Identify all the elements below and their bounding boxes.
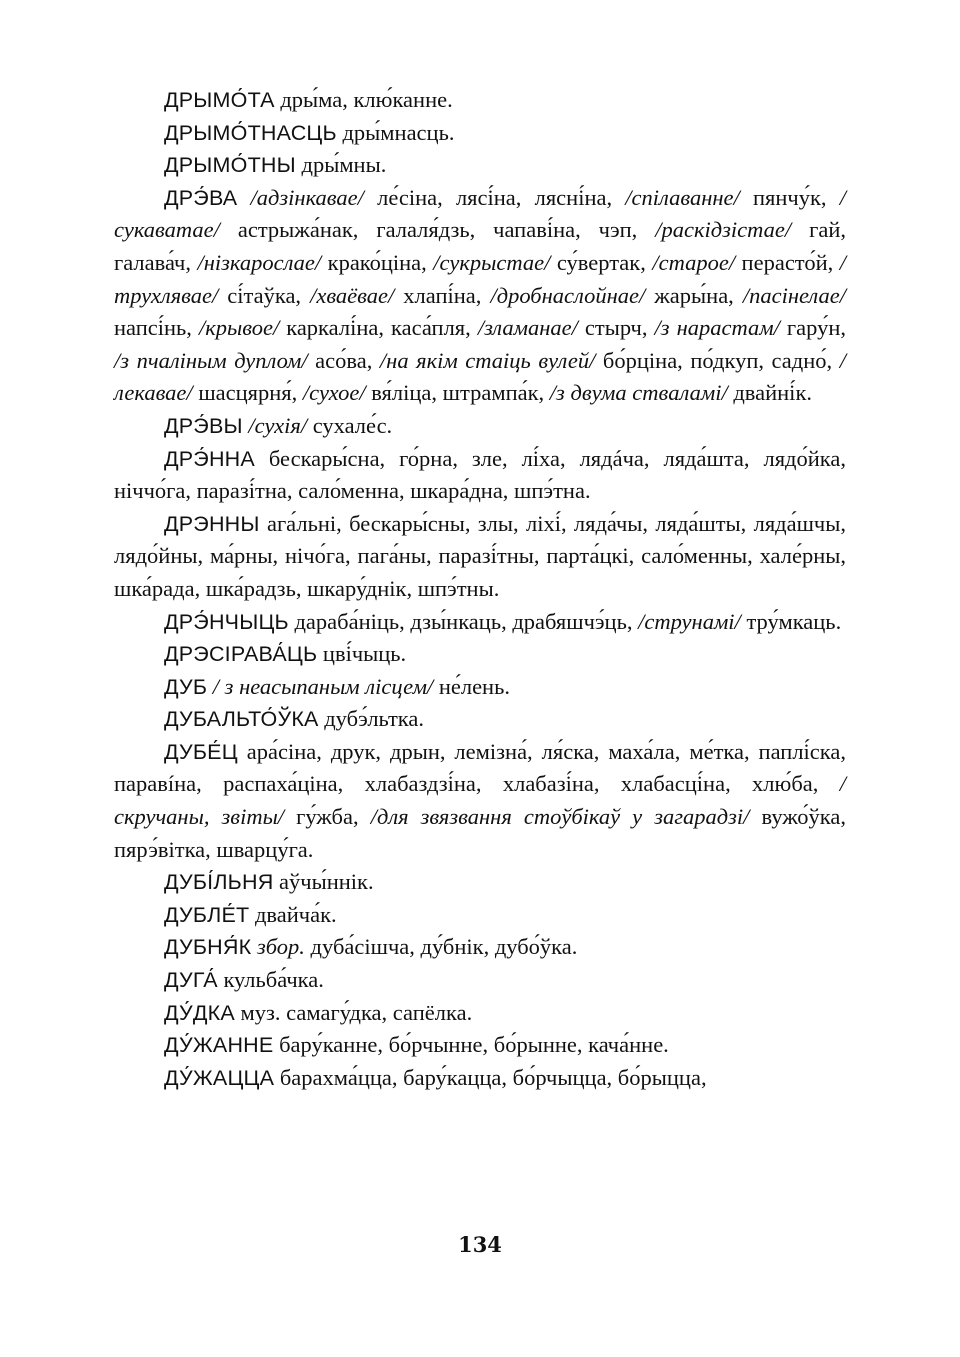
entry-headword: ДРЫМО́ТНЫ [164,153,296,178]
dictionary-entry [114,149,846,182]
synonym-text: кульба́чка. [217,967,324,993]
synonym-text: стырч, [577,315,655,341]
synonym-text: дараба́ніць, дзы́нкаць, драбяшчэ́ць, [288,608,639,634]
synonym-text: цві́чыць. [317,641,407,667]
usage-note: /хваёвае/ [310,282,395,308]
entry-headword: ДУ́ЖАЦЦА [164,1065,275,1090]
synonym-text: крако́ціна, [321,249,434,275]
entry-headword: ДРЭ́НЧЫЦЬ [164,609,289,634]
entry-headword: ДУБНЯ́К [164,935,252,960]
synonym-text: жары́на, [645,282,743,308]
dictionary-entry [114,866,846,899]
entry-headword: ДРЫМО́ТНАСЦЬ [164,120,337,145]
synonym-text: ага́льні, бескары́сны, злы, ліхі́, ляда́чы, ляда́шты, ляда́шчы, лядо́йны, ма́рны, нічо́га, пага́ны, паразі́тны, парта́цкі, сало́менны, хале́рны, шка́рада, шка́радзь, шкару́днік, шпэ́тны. [114,510,846,601]
usage-note: /з нарастам/ [654,315,780,341]
synonym-text: тру́мкаць. [740,608,842,634]
synonym-text: пераcто́й, [735,249,840,275]
entry-headword: ДРЭ́ВЫ [164,413,243,438]
dictionary-entry [114,931,846,964]
entry-headword: ДУБЕ́Ц [164,739,238,764]
usage-note: /нізкарослае/ [197,249,322,275]
synonym-text: барахма́цца, бару́кацца, бо́рчыцца, бо́рыцца, [274,1064,707,1090]
synonym-text: вужо́ўка, пярэ́вітка, шварцу́га. [114,804,846,862]
usage-note: збор. [256,934,305,960]
dictionary-page [114,84,846,1094]
usage-note: /струнамі/ [638,608,741,634]
synonym-text: сухале́с. [307,412,393,438]
synonym-text: не́лень. [433,673,510,699]
entry-headword: ДУБ [164,674,208,699]
synonym-text: бару́канне, бо́рчынне, бо́рынне, кача́нне. [273,1032,669,1058]
usage-note: /пасінелае/ [742,282,846,308]
usage-note: /старое/ [652,249,736,275]
synonym-text: дры́мнасць. [336,119,455,145]
page-number: 134 [458,1232,502,1257]
synonym-text: каркалі́на, каса́пля, [279,315,478,341]
usage-note: /сухое/ [302,380,366,406]
synonym-text: аўчы́ннік. [273,869,374,895]
usage-note: /з двума ствaламі/ [549,380,728,406]
entry-headword: ДУБАЛЬТО́ЎКА [164,707,319,732]
synonym-text: су́вертак, [550,249,653,275]
entry-headword: ДУ́ДКА [164,1000,235,1025]
dictionary-entry [114,1029,846,1062]
usage-note: /крывое/ [198,315,280,341]
entry-headword: ДРЭННЫ [164,511,260,536]
dictionary-entry [114,671,846,704]
usage-note: /сукаватае/ [114,184,846,243]
synonym-text: гару́н, [779,315,846,341]
usage-note: /для звязвання стоўбікаў у загарадзі/ [370,804,750,830]
usage-note: /трухлявае/ [114,249,846,308]
usage-note: /зламанае/ [477,315,578,341]
entry-headword: ДРЭСІРАВА́ЦЬ [164,642,318,667]
entry-headword: ДРЭ́ННА [164,446,255,471]
dictionary-entry [114,84,846,117]
usage-note: /адзінкавае/ [250,184,364,210]
synonym-text: дры́ма, клю́канне. [274,87,453,112]
dictionary-entry [114,964,846,997]
synonym-text: ле́сіна, лясі́на, лясні́на, [363,184,626,210]
usage-note: / з неасыпаным лісцем/ [212,673,434,699]
dictionary-entry [114,606,846,639]
dictionary-entry [114,899,846,932]
dictionary-entry [114,117,846,150]
synonym-text: двайні́к. [727,380,812,406]
entry-headword: ДРЫМО́ТА [164,88,275,112]
synonym-text: асо́ва, [307,347,380,373]
synonym-text: астрыжа́нак, галаля́дзь, чапаві́на, чэп, [219,217,656,243]
dictionary-entry [114,736,846,866]
synonym-text: дуба́сішча, ду́бнік, дубо́ўка. [304,934,578,960]
usage-note: /скручаны, звіты/ [114,771,846,830]
dictionary-entry [114,182,846,410]
entry-headword: ДУ́ЖАННЕ [164,1033,274,1058]
synonym-text: ара́сіна, друк, дрын, лемізна́, ля́ска, маха́ла, ме́тка, паплі́ска, паравíна, распаха́ціна, хлабаздзі́на, хлабазі́на, хлабасці́на, хлю́ба, [114,738,846,797]
dictionary-entry [114,410,846,443]
usage-note: /сухія/ [248,412,308,438]
dictionary-entry [114,508,846,606]
dictionary-entry [114,703,846,736]
synonym-text: дры́мны. [295,152,387,178]
usage-note: /спілаванне/ [625,184,740,210]
usage-note: /дробнаслойнае/ [490,282,646,308]
synonym-text: шасцярня́, [192,380,303,406]
synonym-text [237,185,250,210]
synonym-text: бо́рціна, по́дкуп, садно́, [595,347,840,373]
synonym-text: вя́ліца, штрампа́к, [365,380,550,406]
entry-headword: ДУБЛЕ́Т [164,902,250,927]
dictionary-entry [114,638,846,671]
usage-note: /з пчаліным дуплом/ [114,347,308,373]
synonym-text: двайча́к. [249,901,337,927]
synonym-text: гай, галава́ч, [114,217,846,275]
entry-headword: ДУГА́ [164,968,218,993]
synonym-text: хлапі́на, [394,282,491,308]
usage-note: /сукрыстае/ [433,249,551,275]
usage-note: /на якім стаіць вулей/ [379,347,596,373]
dictionary-entry [114,443,846,508]
dictionary-entry [114,1062,846,1095]
usage-note: /лекавае/ [114,347,846,406]
synonym-text: бескары́сна, го́рна, зле, лі́ха, лядáча, ляда́шта, лядо́йка, ніччо́га, паразі́тна, сало́менна, шкара́дна, шпэ́тна. [114,445,846,504]
entry-headword: ДУБІ́ЛЬНЯ [164,870,274,895]
entry-headword: ДРЭ́ВА [164,185,238,210]
synonym-text: сі́таўка, [218,282,311,308]
synonym-text: муз. самагу́дка, сапёлка. [234,999,473,1025]
synonym-text: гу́жба, [284,804,371,830]
synonym-text: пянчу́к, [739,184,840,210]
usage-note: /раскідзістае/ [655,217,792,243]
synonym-text: напсі́нь, [114,315,199,341]
synonym-text: дубэ́льтка. [318,706,424,732]
dictionary-entry [114,997,846,1030]
